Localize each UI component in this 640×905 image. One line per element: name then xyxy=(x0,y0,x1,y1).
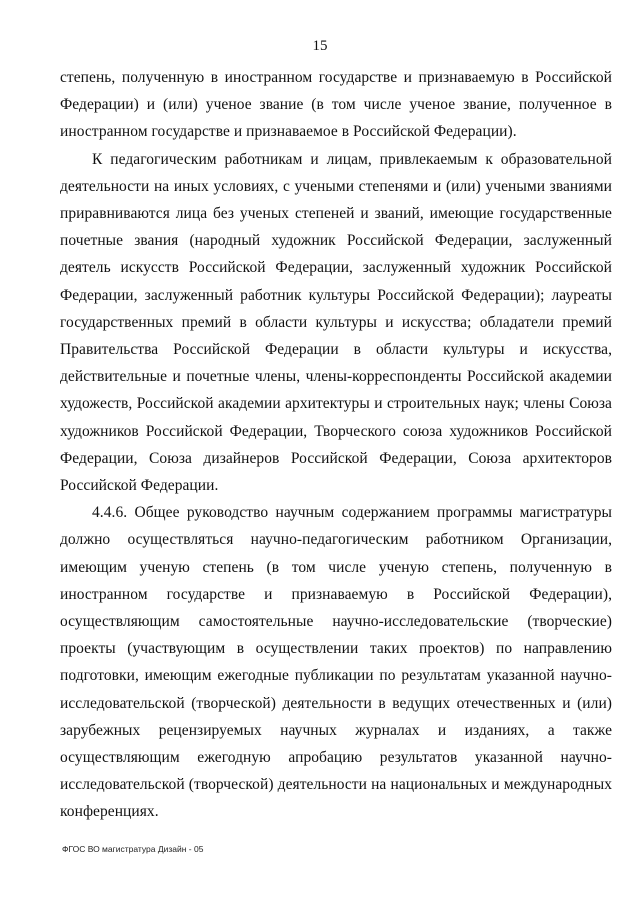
page-number: 15 xyxy=(312,38,328,54)
document-footer: ФГОС ВО магистратура Дизайн - 05 xyxy=(62,844,204,854)
document-body xyxy=(60,64,612,826)
paragraph-continuation: степень, полученную в иностранном государстве и признаваемую в Российской Федерации) и (или) ученое звание (в том числе ученое звание, полученное в иностранном государстве и признаваемое в Российской Федерации). xyxy=(60,69,612,141)
paragraph-4-4-6: 4.4.6. Общее руководство научным содержанием программы магистратуры должно осуществляться научно-педагогическим работником Организации, имеющим ученую степень (в том числе ученую степень, полученную в иностранном государстве и признаваемую в Российской Федерации), осуществляющим самостоятельные научно-исследовательские (творческие) проекты (участвующим в осуществлении таких проектов) по направлению подготовки, имеющим ежегодные публикации по результатам указанной научно-исследовательской (творческой) деятельности в ведущих отечественных и (или) зарубежных рецензируемых научных журналах и изданиях, а также осуществляющим ежегодную апробацию результатов указанной научно-исследовательской (творческой) деятельности на национальных и международных конференциях. xyxy=(60,504,612,821)
paragraph-honorary-titles: К педагогическим работникам и лицам, привлекаемым к образовательной деятельности на иных условиях, с учеными степенями и (или) учеными званиями приравниваются лица без ученых степеней и званий, имеющие государственные почетные звания (народный художник Российской Федерации, заслуженный деятель искусств Российской Федерации, заслуженный художник Российской Федерации, заслуженный работник культуры Российской Федерации); лауреаты государственных премий в области культуры и искусства; обладатели премий Правительства Российской Федерации в области культуры и искусства, действительные и почетные члены, члены-корреспонденты Российской академии художеств, Российской академии архитектуры и строительных наук; члены Союза художников Российской Федерации, Творческого союза художников Российской Федерации, Союза дизайнеров Российской Федерации, Союза архитекторов Российской Федерации. xyxy=(60,150,612,495)
